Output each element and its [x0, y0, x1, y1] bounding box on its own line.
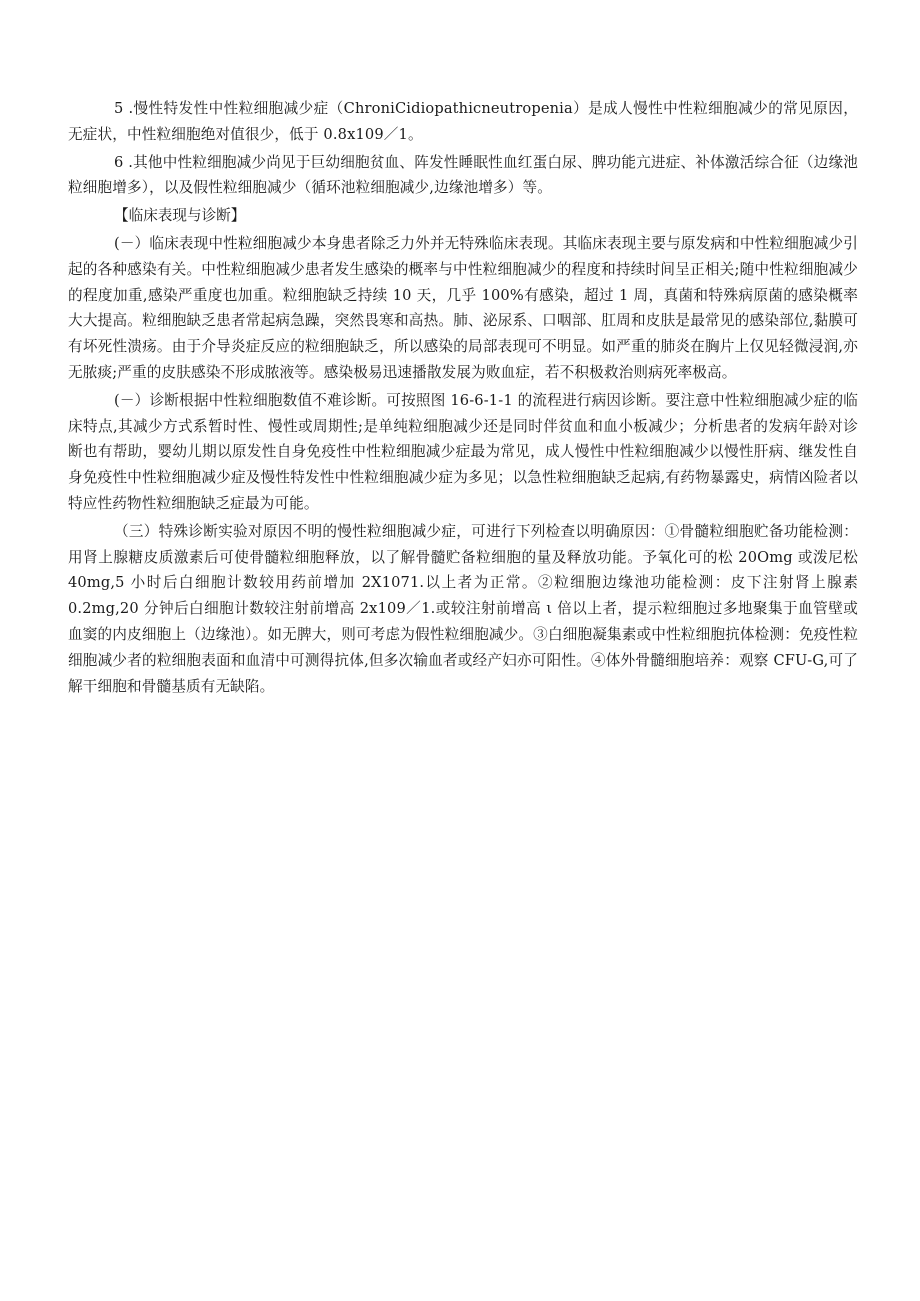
- section-heading: 【临床表现与诊断】: [114, 207, 246, 225]
- paragraph-clinical-manifestation: (－）临床表现中性粒细胞减少本身患者除乏力外并无特殊临床表现。其临床表现主要与原发病和中性粒细胞减少引起的各种感染有关。中性粒细胞减少患者发生感染的概率与中性粒细胞减少的程度和持续时间呈正相关;随中性粒细胞减少的程度加重,感染严重度也加重。粒细胞缺乏持续 10 天，几乎 100%有感染，超过 1 周，真菌和特殊病原菌的感染概率大大提高。粒细胞缺乏患者常起病急躁，突然畏寒和高热。肺、泌尿系、口咽部、肛周和皮肤是最常见的感染部位,黏膜可有坏死性溃疡。由于介导炎症反应的粒细胞缺乏，所以感染的局部表现可不明显。如严重的肺炎在胸片上仅见轻微浸润,亦无脓痰;严重的皮肤感染不形成脓液等。感染极易迅速播散发展为败血症，若不积极救治则病死率极高。: [68, 234, 858, 381]
- document-page: [68, 96, 858, 701]
- paragraph-item-5: 5 .慢性特发性中性粒细胞减少症（ChroniCidiopathicneutropenia）是成人慢性中性粒细胞减少的常见原因，无症状，中性粒细胞绝对值很少，低于 0.8x109／1。: [68, 100, 858, 143]
- paragraph-item-6: 6 .其他中性粒细胞减少尚见于巨幼细胞贫血、阵发性睡眠性血红蛋白尿、脾功能亢进症、补体激活综合征（边缘池粒细胞增多），以及假性粒细胞减少（循环池粒细胞减少,边缘池增多）等。: [68, 153, 858, 197]
- paragraph-diagnosis: (－）诊断根据中性粒细胞数值不难诊断。可按照图 16-6-1-1 的流程进行病因诊断。要注意中性粒细胞减少症的临床特点,其减少方式系暂时性、慢性或周期性;是单纯粒细胞减少还是同时伴贫血和血小板减少；分析患者的发病年龄对诊断也有帮助，婴幼儿期以原发性自身免疫性中性粒细胞减少症最为常见，成人慢性中性粒细胞减少以慢性肝病、继发性自身免疫性中性粒细胞减少症及慢性特发性中性粒细胞减少症为多见；以急性粒细胞缺乏起病,有药物暴露史，病情凶险者以特应性药物性粒细胞缺乏症最为可能。: [68, 391, 858, 512]
- paragraph-special-tests: （三）特殊诊断实验对原因不明的慢性粒细胞减少症，可进行下列检查以明确原因：①骨髓粒细胞贮备功能检测：用肾上腺糖皮质激素后可使骨髓粒细胞释放，以了解骨髓贮备粒细胞的量及释放功能。予氧化可的松 20Omg 或泼尼松 40mg,5 小时后白细胞计数较用药前增加 2X1071.以上者为正常。②粒细胞边缘池功能检测：皮下注射肾上腺素 0.2mg,20 分钟后白细胞计数较注射前增高 2x109／1.或较注射前增高 ι 倍以上者，提示粒细胞过多地聚集于血管壁或血窦的内皮细胞上（边缘池）。如无脾大，则可考虑为假性粒细胞减少。③白细胞凝集素或中性粒细胞抗体检测：免疫性粒细胞减少者的粒细胞表面和血清中可测得抗体,但多次输血者或经产妇亦可阳性。④体外骨髓细胞培养：观察 CFU-G,可了解干细胞和骨髓基质有无缺陷。: [68, 522, 858, 695]
